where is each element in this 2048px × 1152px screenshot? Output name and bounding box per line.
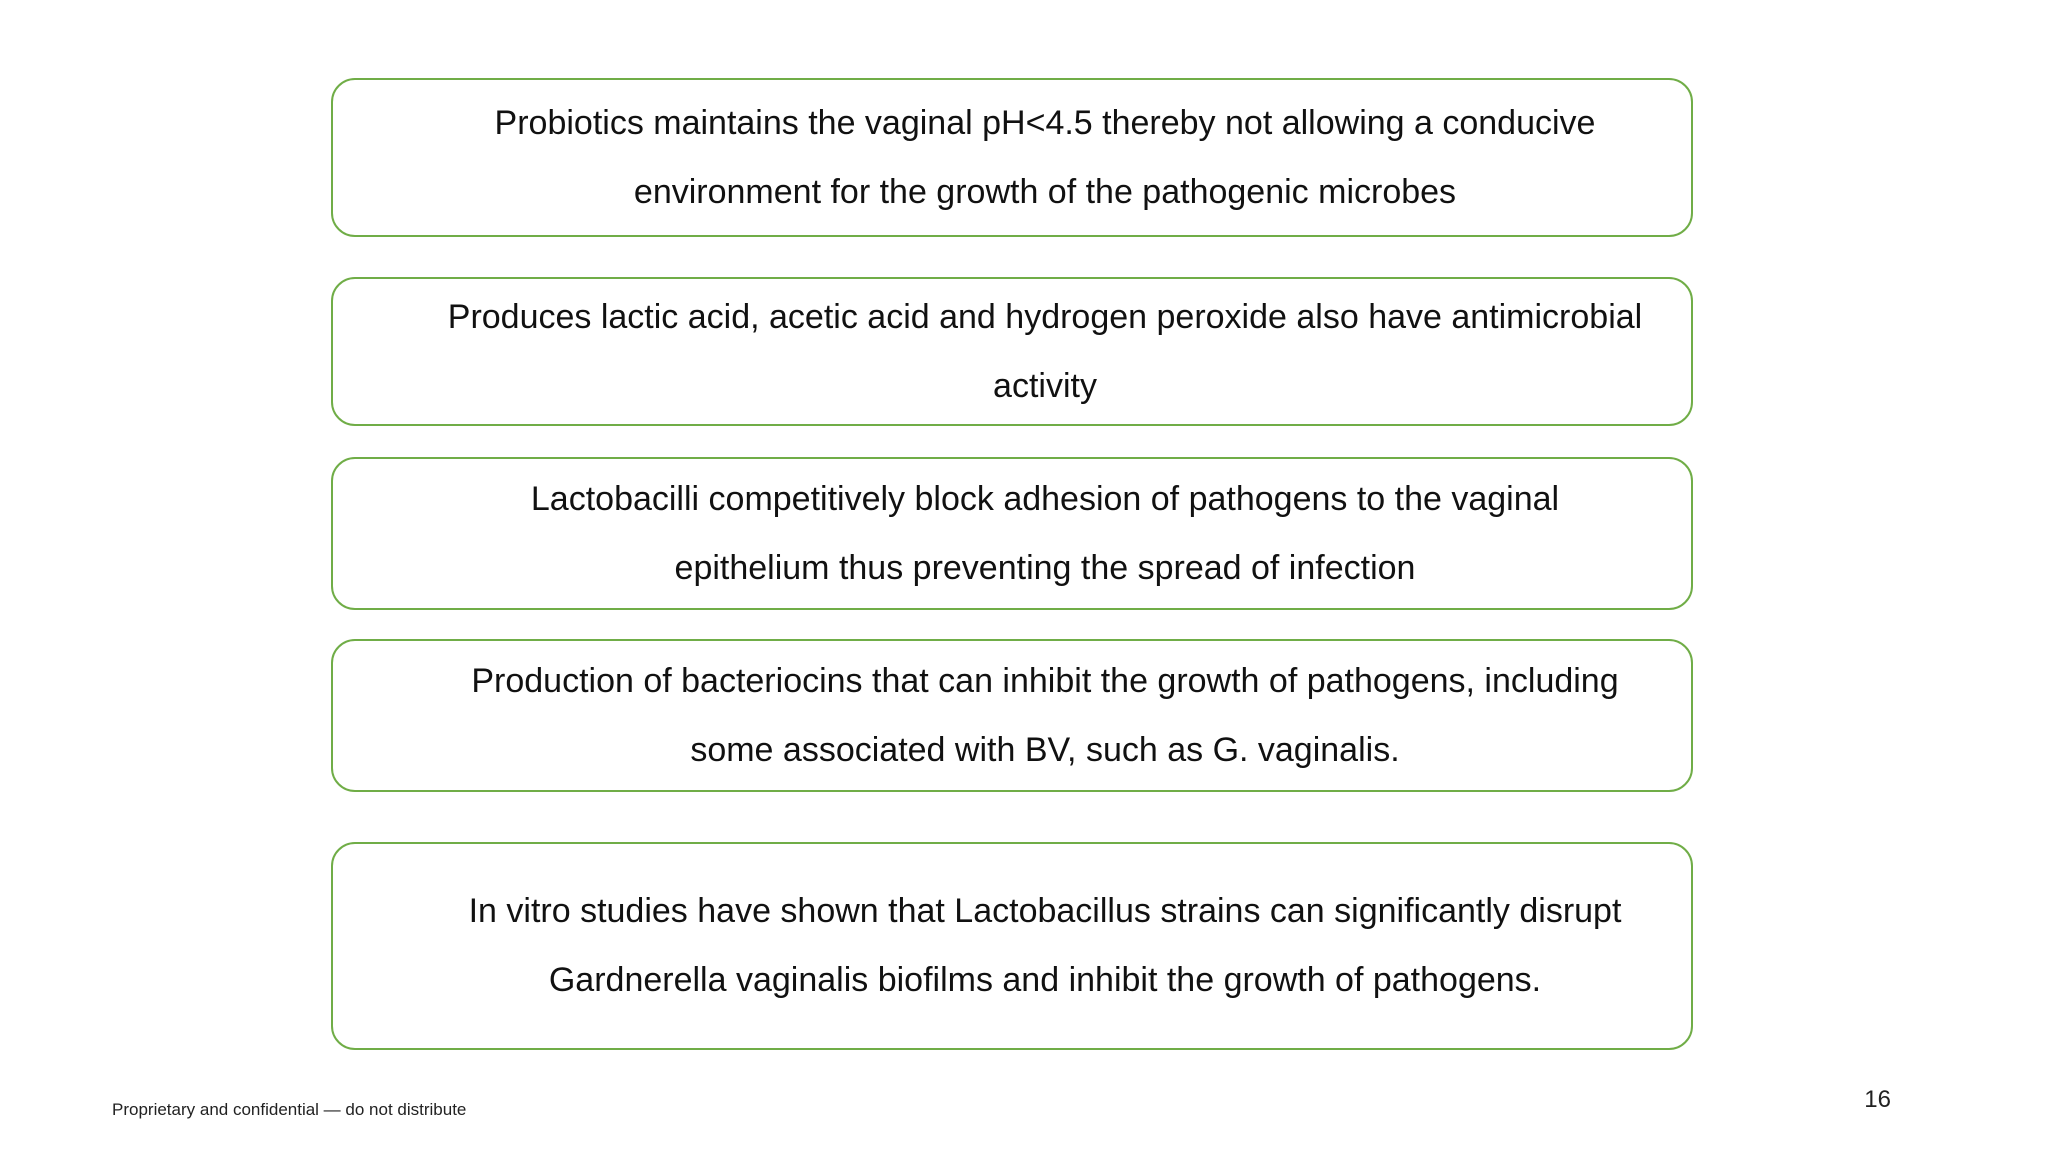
- mechanism-text: [389, 877, 1636, 1015]
- mechanism-text: [415, 89, 1610, 227]
- mechanism-text-line: epithelium thus preventing the spread of infection: [674, 548, 1416, 587]
- mechanism-box-bacteriocins: [331, 639, 1693, 792]
- mechanism-text-line: Lactobacilli competitively block adhesion of pathogens to the vaginal: [530, 479, 1560, 518]
- mechanism-text-line: In vitro studies have shown that Lactobacillus strains can significantly disrupt: [468, 892, 1622, 930]
- mechanism-box-adhesion: [331, 457, 1693, 610]
- mechanism-text-line: environment for the growth of the pathogenic microbes: [633, 172, 1457, 211]
- mechanism-text: [391, 647, 1632, 785]
- mechanism-box-acids: [331, 277, 1693, 426]
- mechanism-text: [451, 465, 1573, 603]
- mechanism-text-line: Produces lactic acid, acetic acid and hydrogen peroxide also have antimicrobial: [447, 297, 1643, 336]
- mechanism-text: [368, 283, 1656, 421]
- mechanism-text-line: Probiotics maintains the vaginal pH<4.5 thereby not allowing a conducive: [494, 103, 1596, 142]
- mechanism-box-ph: [331, 78, 1693, 237]
- mechanism-text-line: Production of bacteriocins that can inhibit the growth of pathogens, including: [471, 661, 1619, 700]
- mechanism-text-line: some associated with BV, such as G. vaginalis.: [690, 730, 1400, 769]
- page-number: 16: [1864, 1086, 1891, 1113]
- mechanism-text-line: Gardnerella vaginalis biofilms and inhibit the growth of pathogens.: [548, 961, 1542, 999]
- mechanism-box-biofilm: [331, 842, 1693, 1050]
- mechanism-text-line: activity: [993, 366, 1097, 405]
- confidentiality-footer: Proprietary and confidential — do not distribute: [112, 1100, 467, 1119]
